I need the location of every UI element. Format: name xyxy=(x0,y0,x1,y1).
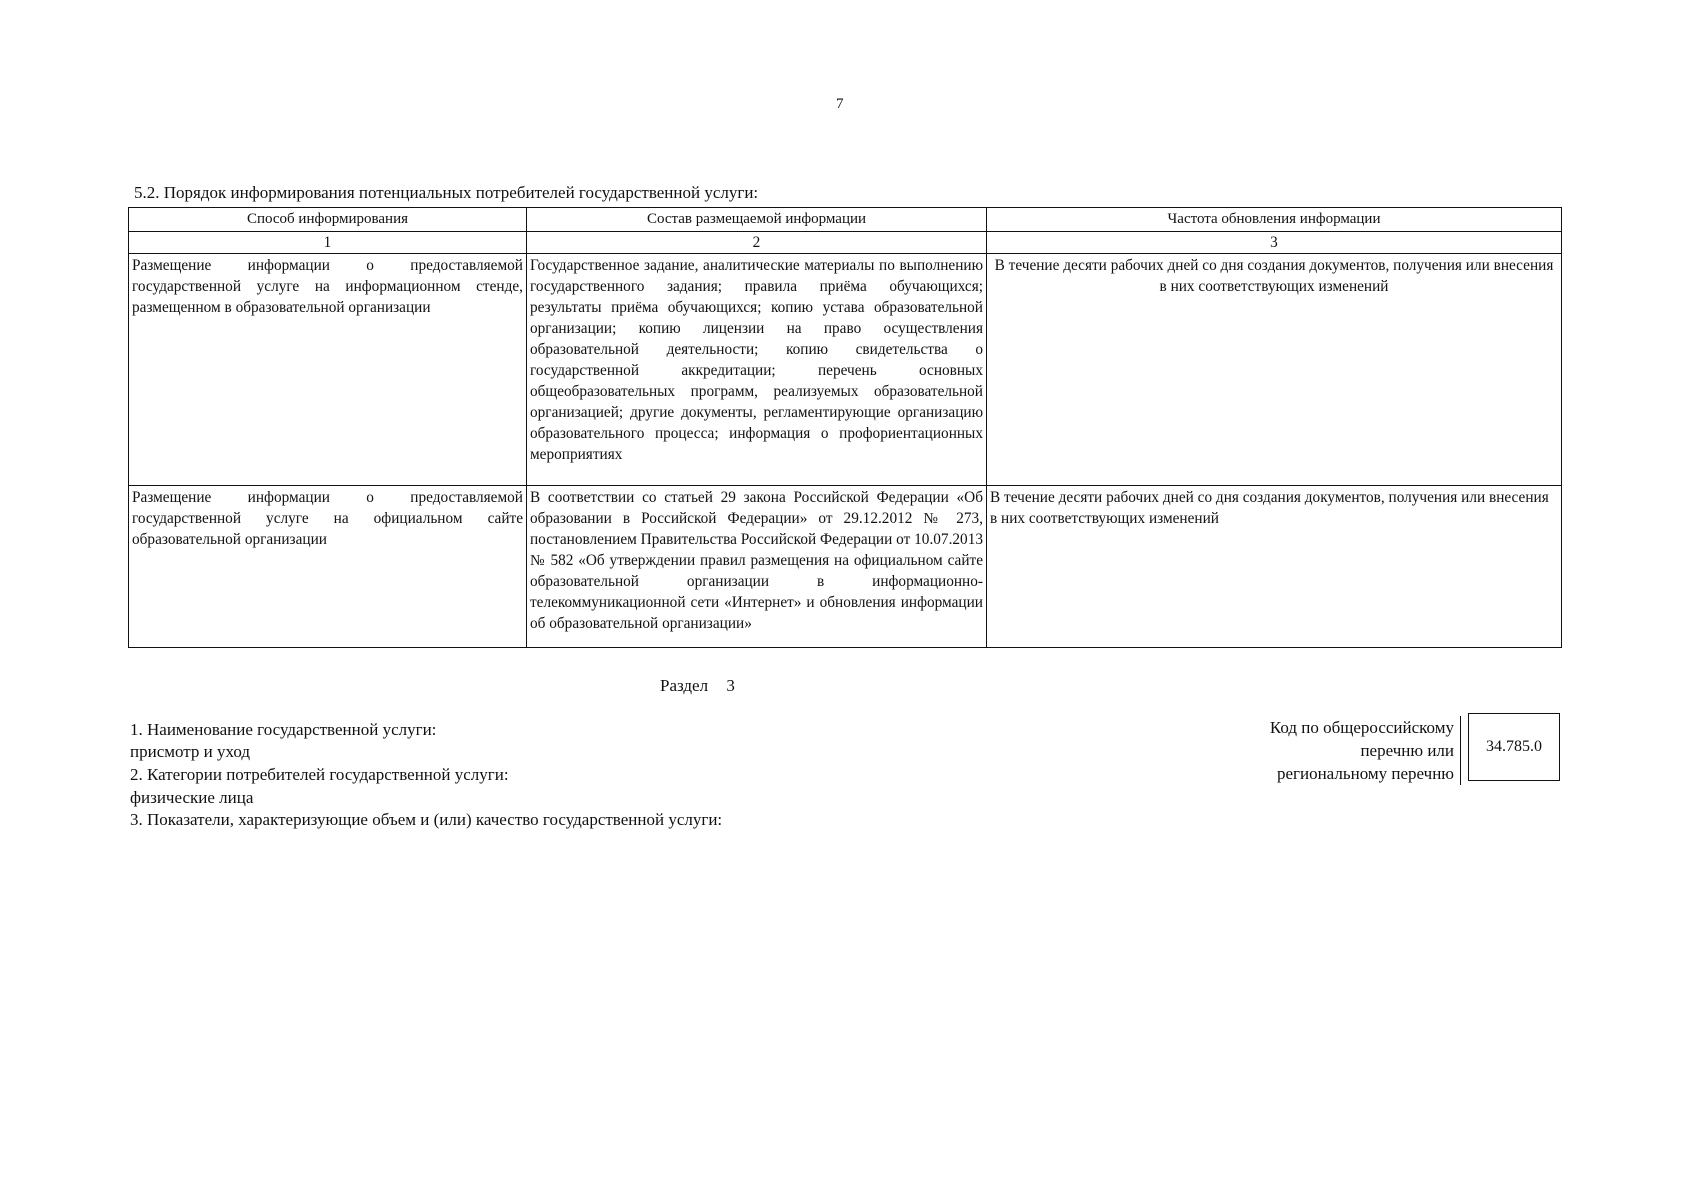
cell-frequency: В течение десяти рабочих дней со дня создания документов, получения или внесения в них соответствующих изменений xyxy=(987,254,1562,486)
code-value-box: 34.785.0 xyxy=(1468,713,1560,781)
consumer-category-value: физические лица xyxy=(130,788,254,807)
section-title: Раздел 3 xyxy=(660,676,735,695)
cell-content: Государственное задание, аналитические материалы по выполнению государственного задания; правила приёма обучающихся; результаты приёма обучающихся; копию устава образовательной организации; копию лицензии на право осуществления образовательной деятельности; копию свидетельства о государственной аккредитации; перечень основных общеобразовательных программ, реализуемых образовательной организацией; другие документы, регламентирующие организацию образовательного процесса; информация о профориентационных мероприятиях xyxy=(527,254,987,486)
table-header-row xyxy=(129,208,1562,232)
cell-frequency: В течение десяти рабочих дней со дня создания документов, получения или внесения в них соответствующих изменений xyxy=(987,486,1562,648)
header-content: Состав размещаемой информации xyxy=(527,208,987,232)
header-frequency: Частота обновления информации xyxy=(987,208,1562,232)
table-row xyxy=(129,486,1562,648)
informing-table xyxy=(128,207,1562,648)
section-heading: 5.2. Порядок информирования потенциальных потребителей государственной услуги: xyxy=(134,183,759,202)
table-number-row xyxy=(129,232,1562,254)
header-method: Способ информирования xyxy=(129,208,527,232)
code-label-line: Код по общероссийскому xyxy=(1269,718,1454,737)
cell-content: В соответствии со статьей 29 закона Российской Федерации «Об образовании в Российской Федерации» от 29.12.2012 № 273, постановлением Правительства Российской Федерации от 10.07.2013 № 582 «Об утверждении правил размещения на официальном сайте образовательной организации в информационно-телекоммуникационной сети «Интернет» и обновления информации об образовательной организации» xyxy=(527,486,987,648)
consumer-category-label: 2. Категории потребителей государственной услуги: xyxy=(130,765,509,784)
indicators-label: 3. Показатели, характеризующие объем и (или) качество государственной услуги: xyxy=(130,810,723,829)
cell-method: Размещение информации о предоставляемой государственной услуге на информационном стенде, размещенном в образовательной организации xyxy=(129,254,527,486)
cell-method: Размещение информации о предоставляемой государственной услуге на официальном сайте образовательной организации xyxy=(129,486,527,648)
code-label-line: региональному перечню xyxy=(1276,764,1454,783)
column-number: 1 xyxy=(129,232,527,254)
code-label xyxy=(1194,716,1461,785)
column-number: 2 xyxy=(527,232,987,254)
service-name-label: 1. Наименование государственной услуги: xyxy=(130,720,437,739)
code-label-line: перечню или xyxy=(1360,741,1454,760)
page-number: 7 xyxy=(836,96,844,112)
service-name-value: присмотр и уход xyxy=(130,742,251,761)
table-row xyxy=(129,254,1562,486)
column-number: 3 xyxy=(987,232,1562,254)
